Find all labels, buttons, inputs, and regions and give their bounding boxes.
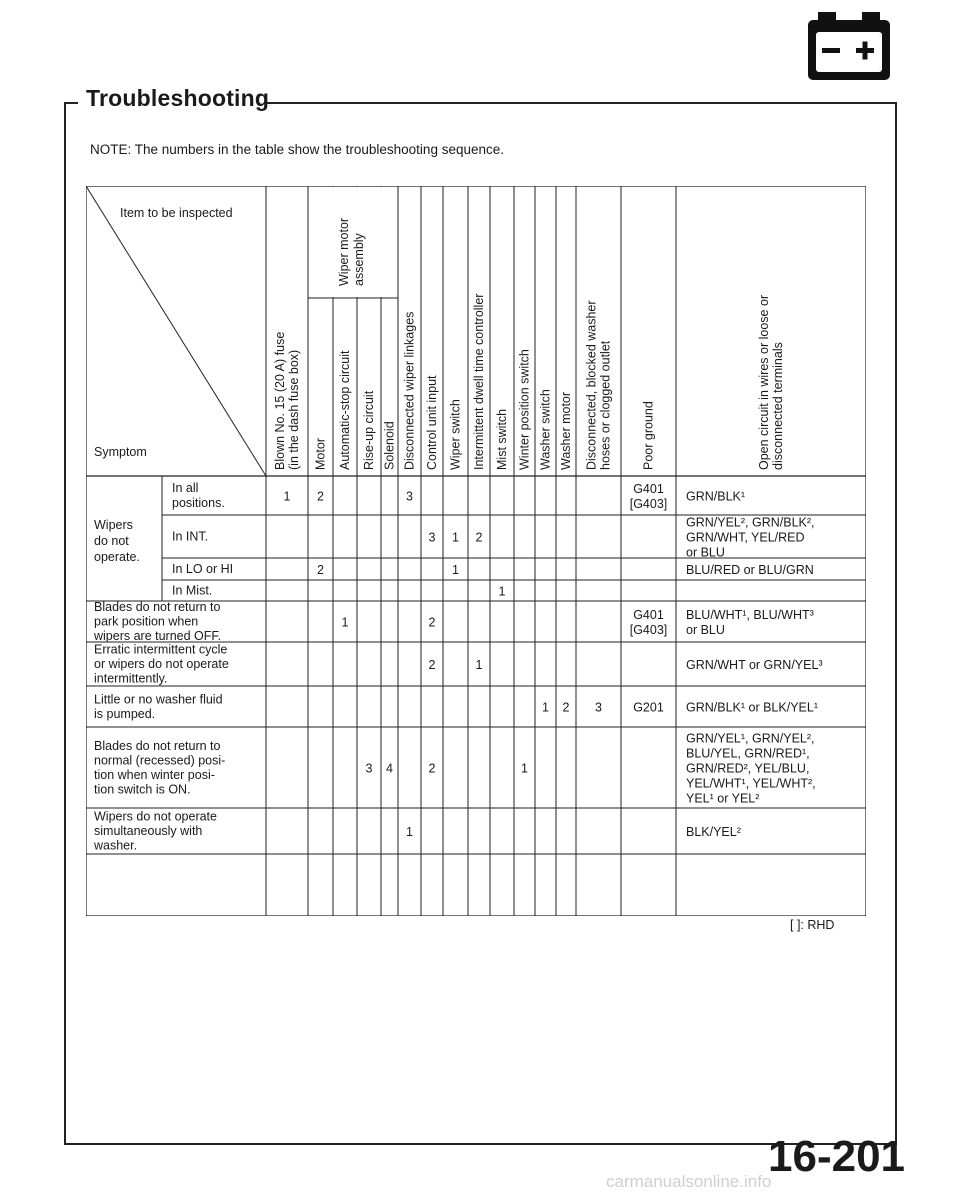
sequence-number: 1 (341, 615, 349, 630)
column-header-label: Automatic-stop circuit (338, 350, 352, 470)
wire-color-label: GRN/BLK¹ (686, 489, 746, 504)
wire-color-label: GRN/YEL¹, GRN/YEL², (686, 731, 815, 746)
wire-color-label: BLU/WHT¹, BLU/WHT³ (686, 608, 814, 622)
sequence-number: 3 (428, 530, 436, 545)
group-header-label: assembly (352, 233, 366, 286)
sequence-number: 2 (475, 530, 483, 545)
row-symptom-label: park position when (94, 614, 199, 629)
group-label: Wipers (94, 518, 133, 532)
row-condition-label: In INT. (172, 529, 209, 544)
grid-line (86, 186, 266, 476)
column-header-label: Motor (313, 438, 328, 470)
row-symptom-label: tion when winter posi- (94, 767, 215, 782)
wire-color-label: YEL/WHT¹, YEL/WHT², (686, 776, 816, 791)
row-symptom-label: Erratic intermittent cycle (94, 642, 228, 657)
sequence-number: 1 (521, 761, 528, 776)
battery-icon (806, 12, 892, 82)
column-header-label: Poor ground (641, 401, 656, 470)
wire-color-label: or BLU (686, 623, 725, 637)
sequence-number: 3 (406, 489, 413, 504)
row-condition-label: In Mist. (172, 583, 213, 598)
wire-color-label: GRN/WHT or GRN/YEL³ (686, 658, 823, 672)
frame-line (64, 102, 78, 104)
wire-color-label: GRN/YEL², GRN/BLK², (686, 515, 815, 530)
wire-color-label: GRN/BLK¹ or BLK/YEL¹ (686, 700, 818, 715)
troubleshooting-table-graphic (86, 186, 866, 916)
corner-bottom-label: Symptom (94, 445, 147, 459)
ground-label: G401 (633, 608, 664, 622)
column-header-label: Disconnected wiper linkages (402, 311, 417, 470)
column-header-label: Solenoid (382, 421, 397, 470)
wire-color-label: GRN/RED², YEL/BLU, (686, 761, 810, 776)
page-number: 16-201 (768, 1132, 906, 1181)
column-header-label: Open circuit in wires or loose or (757, 294, 771, 470)
row-symptom-label: Little or no washer fluid (94, 692, 223, 707)
sequence-number: 2 (428, 615, 436, 630)
row-symptom-label: Wipers do not operate (94, 809, 217, 824)
column-header-label: Disconnected, blocked washer (584, 300, 599, 470)
troubleshooting-table (86, 186, 866, 916)
wire-color-label: BLK/YEL² (686, 825, 741, 839)
watermark: carmanualsonline.info (606, 1172, 772, 1191)
column-header-label: Winter position switch (517, 349, 532, 470)
row-symptom-label: wipers are turned OFF. (94, 629, 222, 643)
sequence-number: 2 (428, 658, 436, 672)
row-symptom-label: normal (recessed) posi- (94, 753, 226, 768)
sequence-number: 2 (317, 563, 324, 577)
row-symptom-label: Blades do not return to (94, 738, 221, 753)
row-symptom-label: Blades do not return to (94, 600, 221, 614)
column-header-label: hoses or clogged outlet (598, 340, 613, 470)
column-header-label: Mist switch (495, 408, 509, 470)
ground-label: G201 (633, 700, 664, 715)
row-symptom-label: simultaneously with (94, 824, 203, 838)
group-header-label: Wiper motor (337, 217, 351, 286)
corner-top-label: Item to be inspected (120, 206, 233, 220)
section-title: Troubleshooting (86, 85, 270, 111)
row-symptom-label: tion switch is ON. (94, 782, 191, 797)
ground-label: [G403] (629, 497, 668, 511)
column-header-label: disconnected terminals (771, 342, 785, 470)
column-header-label: Rise-up circuit (362, 390, 376, 470)
row-symptom-label: is pumped. (94, 706, 156, 721)
sequence-number: 3 (365, 761, 373, 776)
column-header-label: Intermittent dwell time controller (472, 293, 486, 470)
sequence-number: 1 (542, 700, 549, 715)
table-note: NOTE: The numbers in the table show the troubleshooting sequence. (90, 142, 504, 157)
frame-line (64, 102, 66, 1144)
row-symptom-label: washer. (94, 838, 138, 853)
ground-label: G401 (633, 482, 664, 496)
sequence-number: 1 (452, 563, 459, 577)
sequence-number: 2 (562, 700, 570, 715)
frame-line (266, 102, 896, 104)
column-header-label: Blown No. 15 (20 A) fuse (273, 331, 287, 470)
group-label: do not (94, 534, 129, 548)
wire-color-label: GRN/WHT, YEL/RED (686, 530, 805, 545)
frame-line (895, 102, 897, 1144)
wire-color-label: or BLU (686, 545, 725, 560)
column-header-label: Wiper switch (448, 399, 463, 470)
wire-color-label: BLU/YEL, GRN/RED¹, (686, 746, 810, 761)
row-condition-label: In all (172, 481, 199, 495)
sequence-number: 1 (406, 825, 413, 839)
column-header-label: Washer switch (538, 389, 553, 470)
ground-label: [G403] (629, 623, 668, 637)
sequence-number: 1 (452, 530, 459, 545)
wire-color-label: YEL¹ or YEL² (686, 791, 760, 806)
sequence-number: 1 (498, 584, 506, 599)
sequence-number: 1 (475, 658, 483, 672)
wire-color-label: BLU/RED or BLU/GRN (686, 563, 814, 577)
rhd-note: [ ]: RHD (790, 918, 835, 932)
row-symptom-label: intermittently. (94, 671, 168, 686)
sequence-number: 2 (317, 489, 324, 504)
row-condition-label: positions. (172, 496, 225, 510)
column-header-label: Washer motor (559, 391, 573, 470)
row-condition-label: In LO or HI (172, 562, 234, 576)
group-label: operate. (94, 550, 140, 564)
row-symptom-label: or wipers do not operate (94, 657, 229, 671)
sequence-number: 4 (386, 761, 393, 776)
sequence-number: 2 (428, 761, 436, 776)
sequence-number: 1 (283, 489, 291, 504)
column-header-label: (in the dash fuse box) (287, 349, 301, 470)
sequence-number: 3 (595, 700, 602, 715)
column-header-label: Control unit input (425, 375, 439, 470)
